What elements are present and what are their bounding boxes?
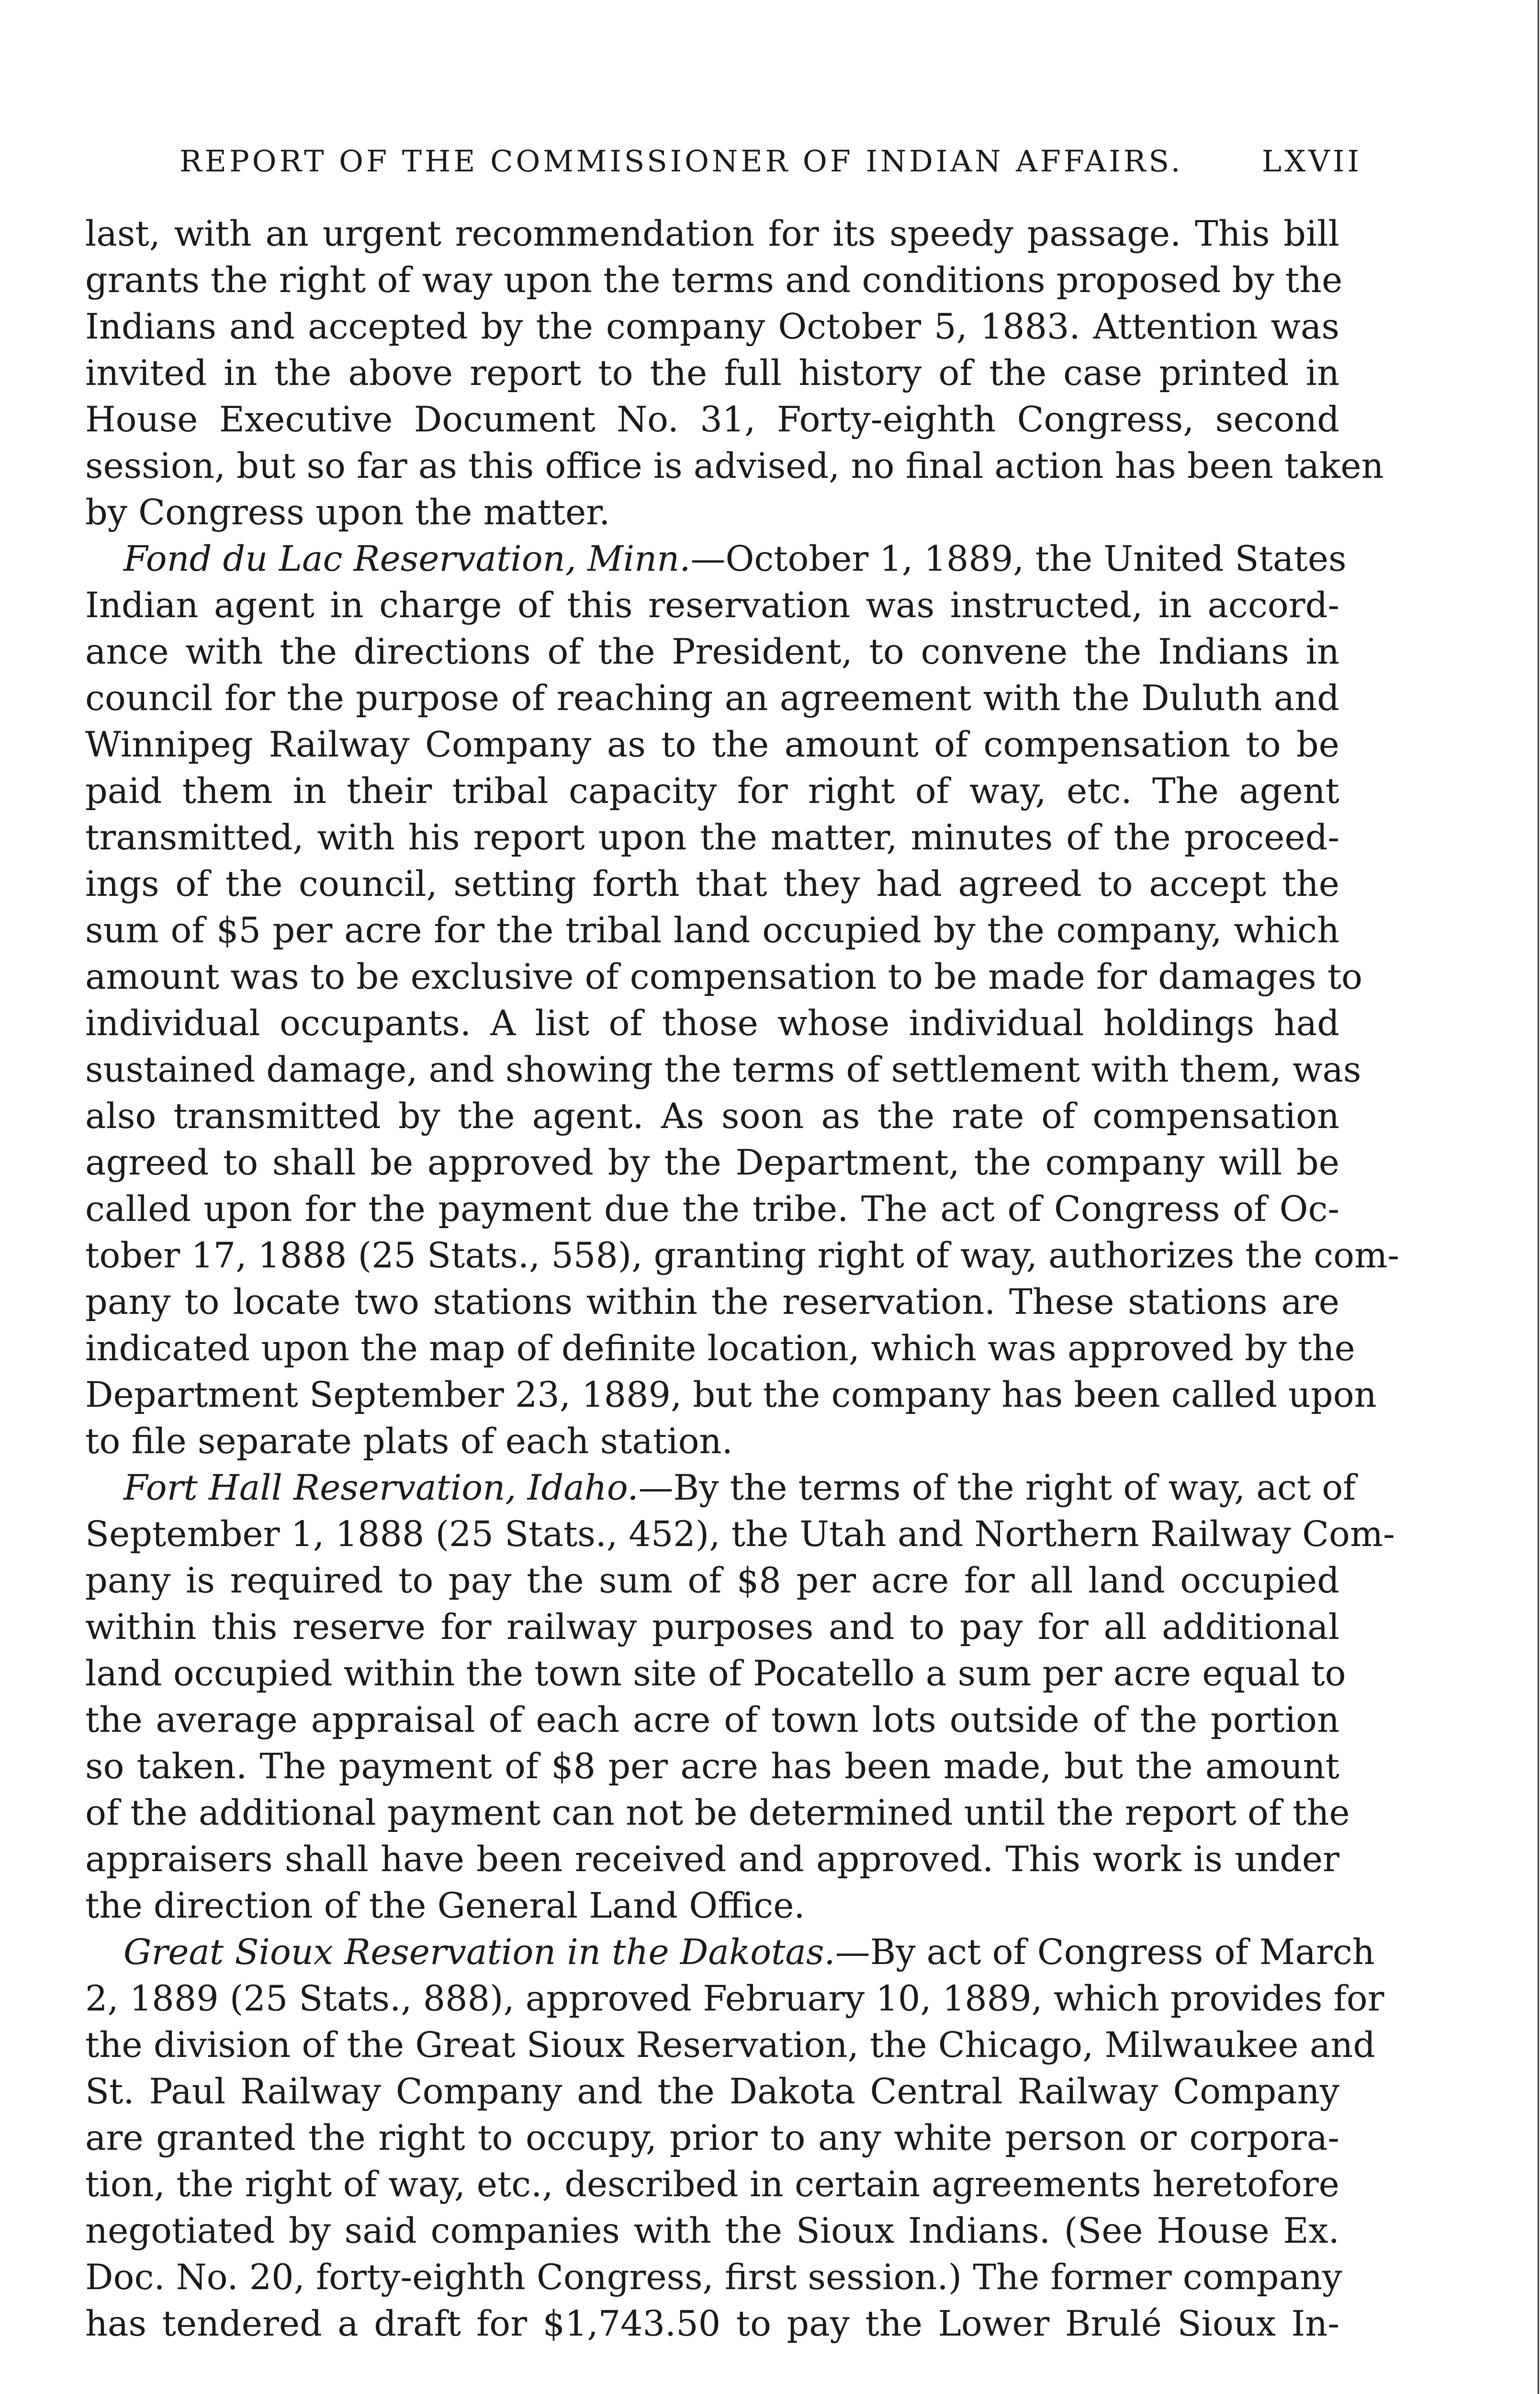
text-line <box>85 1465 1356 1511</box>
body-text <box>85 211 1400 2347</box>
text-line: amount was to be exclusive of compensation to be made for damages to <box>85 957 1363 997</box>
text-line-content: —By act of Congress of March <box>835 1932 1375 1973</box>
text-line: Indians and accepted by the company October 5, 1883. Attention was <box>85 306 1339 347</box>
text-line: so taken. The payment of $8 per acre has been made, but the amount <box>85 1746 1339 1787</box>
text-line: within this reserve for railway purposes and to pay for all additional <box>85 1607 1339 1648</box>
text-line: Winnipeg Railway Company as to the amount of compensation to be <box>85 724 1339 765</box>
paragraph-great-sioux <box>85 1929 1384 2347</box>
running-head <box>180 144 1362 179</box>
text-line: tion, the right of way, etc., described in certain agreements heretofore <box>85 2164 1339 2205</box>
text-line: sum of $5 per acre for the tribal land occupied by the company, which <box>85 910 1339 951</box>
text-line: has tendered a draft for $1,743.50 to pay the Lower Brulé Sioux In- <box>85 2304 1339 2344</box>
text-line: ings of the council, setting forth that they had agreed to accept the <box>85 864 1339 904</box>
text-line: sustained damage, and showing the terms of settlement with them, was <box>85 1050 1361 1090</box>
text-line-content: —By the terms of the right of way, act of <box>638 1468 1356 1508</box>
text-line: individual occupants. A list of those whose individual holdings had <box>85 1003 1339 1044</box>
section-heading: Fort Hall Reservation, Idaho. <box>124 1468 639 1508</box>
text-line: are granted the right to occupy, prior to any white person or corpora- <box>85 2118 1339 2158</box>
text-line: indicated upon the map of definite location, which was approved by the <box>85 1328 1355 1369</box>
text-line: St. Paul Railway Company and the Dakota Central Railway Company <box>85 2071 1339 2112</box>
text-line: by Congress upon the matter. <box>85 492 610 533</box>
text-line: paid them in their tribal capacity for right of way, etc. The agent <box>85 771 1339 812</box>
section-heading: Great Sioux Reservation in the Dakotas. <box>124 1932 835 1973</box>
paragraph-fort-hall <box>85 1465 1395 1929</box>
text-line: pany to locate two stations within the reservation. These stations are <box>85 1282 1339 1322</box>
text-line <box>85 536 1347 582</box>
paragraph-continuation <box>85 211 1384 536</box>
text-line: agreed to shall be approved by the Department, the company will be <box>85 1142 1339 1183</box>
paragraph-fond-du-lac <box>85 536 1400 1465</box>
text-line: the division of the Great Sioux Reservation, the Chicago, Milwaukee and <box>85 2025 1376 2066</box>
text-line: Doc. No. 20, forty-eighth Congress, first session.) The former company <box>85 2257 1342 2298</box>
text-line: council for the purpose of reaching an agreement with the Duluth and <box>85 678 1339 719</box>
text-line: appraisers shall have been received and approved. This work is under <box>85 1839 1339 1880</box>
text-line: invited in the above report to the full history of the case printed in <box>85 353 1339 394</box>
text-line: September 1, 1888 (25 Stats., 452), the Utah and Northern Railway Com- <box>85 1514 1395 1555</box>
page-edge-right <box>1538 0 1539 2394</box>
text-line: land occupied within the town site of Pocatello a sum per acre equal to <box>85 1653 1346 1694</box>
text-line-content: —October 1, 1889, the United States <box>690 539 1347 579</box>
text-line: the average appraisal of each acre of town lots outside of the portion <box>85 1700 1339 1740</box>
text-line: Indian agent in charge of this reservation was instructed, in accord- <box>85 585 1339 626</box>
text-line: pany is required to pay the sum of $8 per acre for all land occupied <box>85 1560 1339 1601</box>
text-line: negotiated by said companies with the Sioux Indians. (See House Ex. <box>85 2211 1339 2251</box>
text-line: to file separate plats of each station. <box>85 1421 733 1462</box>
text-line: of the additional payment can not be determined until the report of the <box>85 1793 1350 1833</box>
text-line: last, with an urgent recommendation for its speedy passage. This bill <box>85 214 1339 254</box>
text-line: also transmitted by the agent. As soon as the rate of compensation <box>85 1096 1339 1137</box>
text-line: called upon for the payment due the tribe. The act of Congress of Oc- <box>85 1189 1339 1230</box>
section-heading: Fond du Lac Reservation, Minn. <box>124 539 691 579</box>
text-line: the direction of the General Land Office. <box>85 1886 805 1926</box>
page-number: LXVII <box>1261 144 1362 179</box>
text-line: transmitted, with his report upon the matter, minutes of the proceed- <box>85 817 1339 858</box>
text-line <box>85 1929 1375 1976</box>
text-line: Department September 23, 1889, but the company has been called upon <box>85 1375 1377 1415</box>
text-line: grants the right of way upon the terms and conditions proposed by the <box>85 260 1343 301</box>
text-line: 2, 1889 (25 Stats., 888), approved February 10, 1889, which provides for <box>85 1978 1384 2019</box>
text-line: session, but so far as this office is advised, no final action has been taken <box>85 446 1384 486</box>
text-line: tober 17, 1888 (25 Stats., 558), granting right of way, authorizes the com- <box>85 1235 1400 1276</box>
text-line: House Executive Document No. 31, Forty-eighth Congress, second <box>85 399 1339 440</box>
text-line: ance with the directions of the President, to convene the Indians in <box>85 632 1339 672</box>
running-head-title: REPORT OF THE COMMISSIONER OF INDIAN AFFAIRS. <box>180 144 1183 179</box>
